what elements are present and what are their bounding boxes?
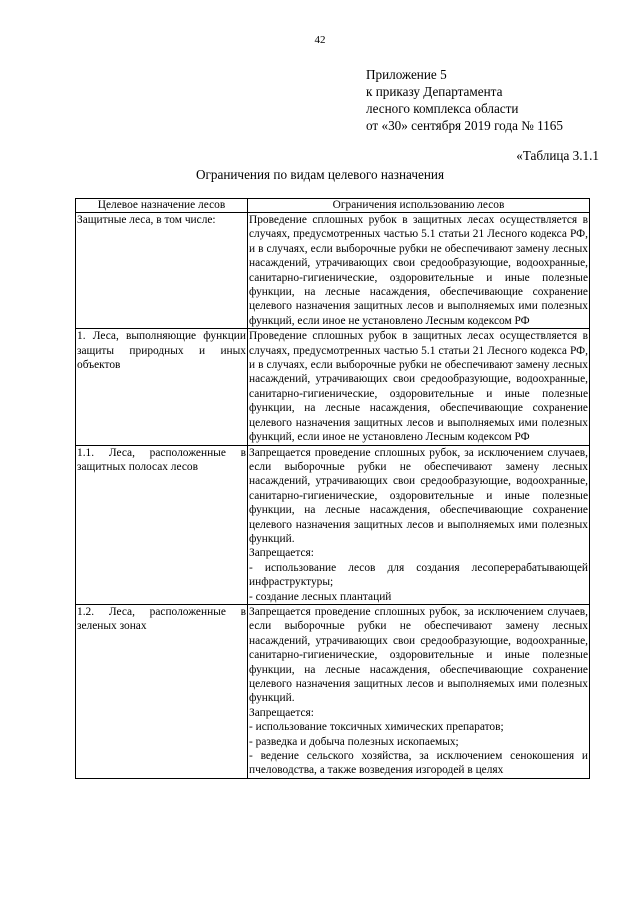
- purpose-cell: Защитные леса, в том числе:: [76, 213, 248, 329]
- restriction-text: - разведка и добыча полезных ископаемых;: [249, 735, 459, 748]
- purpose-cell: 1.2. Леса, расположенные в зеленых зонах: [76, 604, 248, 778]
- appendix-line: к приказу Департамента: [366, 84, 503, 99]
- restriction-cell: [248, 445, 590, 604]
- appendix-line: от «30» сентября 2019 года № 1165: [366, 118, 563, 133]
- restriction-text: Запрещается проведение сплошных рубок, за исключением случаев, если выборочные рубки не обеспечивают замену лесных насаждений, утрачивающих свои средообразующие, водоохранные, санитарно-гигиенические, оздоровительные и иные полезные функции, на лесные насаждения, обеспечивающие сохранение целевого назначения защитных лесов и выполняемых ими полезных функций.: [249, 446, 588, 545]
- appendix-block: [366, 66, 563, 134]
- table-row: [76, 329, 590, 445]
- restriction-cell: [248, 213, 590, 329]
- table-title: Ограничения по видам целевого назначения: [195, 167, 445, 182]
- purpose-cell: 1. Леса, выполняющие функции защиты природных и иных объектов: [76, 329, 248, 445]
- table-row: [76, 604, 590, 778]
- restriction-text: - использование лесов для создания лесоперерабатывающей инфраструктуры;: [249, 561, 588, 589]
- restriction-text: - использование токсичных химических препаратов;: [249, 721, 504, 734]
- table-reference: «Таблица 3.1.1: [516, 148, 599, 163]
- column-header-restrictions: Ограничения использованию лесов: [248, 199, 590, 213]
- restriction-text: Проведение сплошных рубок в защитных лесах осуществляется в случаях, предусмотренных частью 5.1 статьи 21 Лесного кодекса РФ, и в случаях, если выборочные рубки не обеспечивают замену лесных насаждений, утрачивающих свои средообразующие, водоохранные, санитарно-гигиенические, оздоровительные и иные полезные функции, на лесные насаждения, обеспечивающие сохранение целевого назначения защитных лесов и выполняемых ими полезных функций, если иное не установлено Лесным кодексом РФ: [249, 330, 588, 444]
- column-header-purpose: Целевое назначение лесов: [76, 199, 248, 213]
- purpose-cell: 1.1. Леса, расположенные в защитных полосах лесов: [76, 445, 248, 604]
- appendix-line: лесного комплекса области: [366, 101, 519, 116]
- restriction-cell: [248, 329, 590, 445]
- restriction-text: Запрещается:: [249, 706, 314, 719]
- restriction-text: Запрещается:: [249, 547, 314, 560]
- restrictions-table: [75, 198, 590, 779]
- restriction-text: Проведение сплошных рубок в защитных лесах осуществляется в случаях, предусмотренных частью 5.1 статьи 21 Лесного кодекса РФ, и в случаях, если выборочные рубки не обеспечивают замену лесных насаждений, утрачивающих свои средообразующие, водоохранные, санитарно-гигиенические, оздоровительные и иные полезные функции, на лесные насаждения, обеспечивающие сохранение целевого назначения защитных лесов и выполняемых ими полезных функций, если иное не установлено Лесным кодексом РФ: [249, 214, 588, 327]
- restriction-text: Запрещается проведение сплошных рубок, за исключением случаев, если выборочные рубки не обеспечивают замену лесных насаждений, утрачивающих свои средообразующие, водоохранные, санитарно-гигиенические, оздоровительные и иные полезные функции, на лесные насаждения, обеспечивающие сохранение целевого назначения защитных лесов и выполняемых ими полезных функций.: [249, 605, 588, 705]
- restriction-cell: [248, 604, 590, 778]
- table-header-row: [76, 199, 590, 213]
- restriction-text: - ведение сельского хозяйства, за исключением сенокошения и пчеловодства, а также возведения изгородей в целях: [249, 750, 588, 777]
- appendix-line: Приложение 5: [366, 67, 447, 82]
- table-row: [76, 213, 590, 329]
- restriction-text: - создание лесных плантаций: [249, 590, 392, 603]
- table-row: [76, 445, 590, 604]
- page-number: 42: [314, 34, 326, 46]
